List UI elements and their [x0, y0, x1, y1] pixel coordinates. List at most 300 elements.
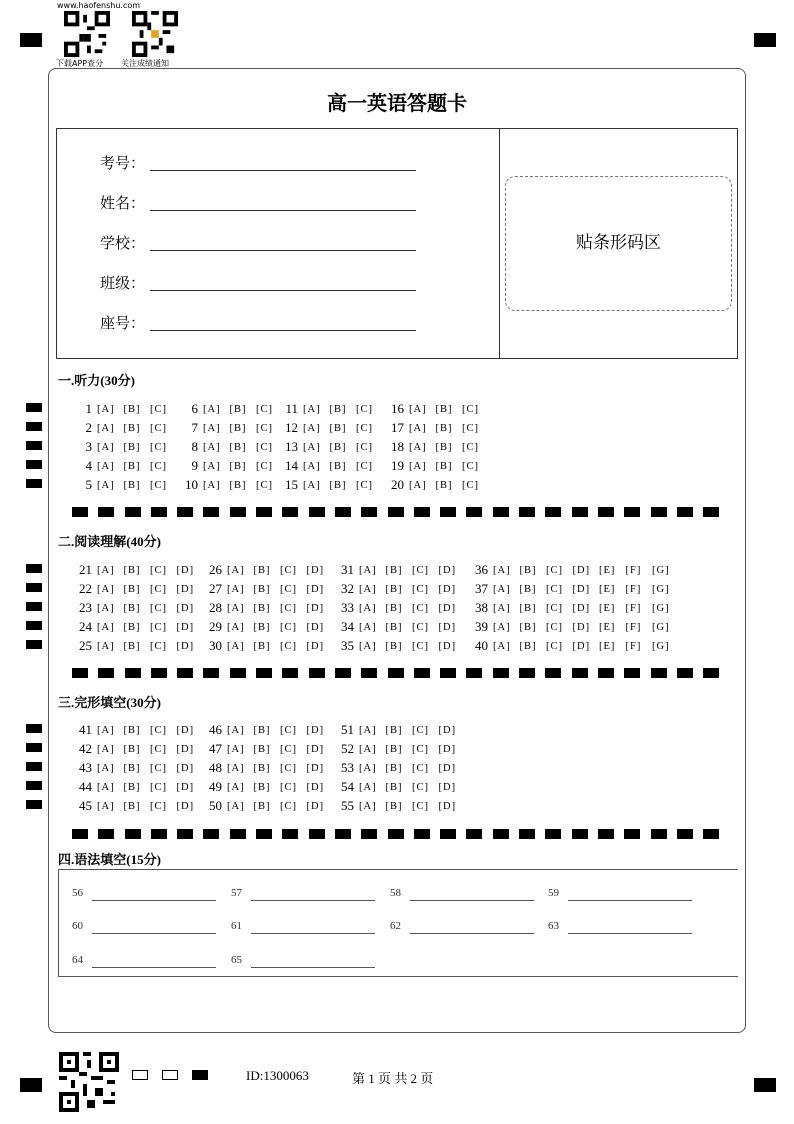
timing-mark — [26, 564, 42, 573]
separator-dash — [230, 829, 246, 839]
answer-bubble[interactable]: [D] — [438, 763, 457, 774]
answer-bubble[interactable]: [A] — [227, 565, 245, 576]
question-number: 38 — [475, 600, 488, 615]
answer-bubble[interactable]: [A] — [227, 782, 245, 793]
answer-bubble[interactable]: [B] — [229, 423, 247, 434]
answer-bubble[interactable]: [D] — [438, 782, 457, 793]
separator-dash — [624, 829, 640, 839]
answer-bubble[interactable]: [B] — [253, 763, 271, 774]
answer-bubble[interactable]: [A] — [493, 603, 511, 614]
separator-dash — [151, 507, 167, 517]
answer-bubble[interactable]: [A] — [227, 744, 245, 755]
answer-bubble[interactable]: [C] — [256, 442, 273, 453]
answer-bubble[interactable]: [B] — [123, 763, 141, 774]
answer-bubble[interactable]: [D] — [306, 801, 325, 812]
answer-bubble[interactable]: [A] — [97, 744, 115, 755]
question-row — [341, 779, 465, 794]
separator-dash — [466, 668, 482, 678]
answer-bubble[interactable]: [C] — [150, 404, 167, 415]
answer-bubble[interactable]: [A] — [227, 763, 245, 774]
separator-dash — [677, 668, 693, 678]
answer-bubble[interactable]: [D] — [572, 603, 591, 614]
answer-bubble[interactable]: [C] — [462, 461, 479, 472]
answer-bubble[interactable]: [C] — [546, 603, 563, 614]
answer-bubble[interactable]: [B] — [385, 565, 403, 576]
answer-bubble[interactable]: [B] — [123, 404, 141, 415]
blank-answer-line[interactable] — [92, 933, 216, 934]
answer-bubble[interactable]: [C] — [280, 584, 297, 595]
answer-bubble[interactable]: [B] — [253, 782, 271, 793]
separator-dash — [703, 507, 719, 517]
field-label: 姓名： — [100, 194, 146, 212]
question-number: 19 — [391, 458, 404, 473]
question-number: 29 — [209, 619, 222, 634]
answer-bubble[interactable]: [B] — [123, 744, 141, 755]
answer-bubble[interactable]: [B] — [123, 584, 141, 595]
qr-caption-download: 下载APP查分 — [56, 59, 104, 68]
separator-dash — [256, 668, 272, 678]
answer-bubble[interactable]: [A] — [303, 442, 321, 453]
answer-bubble[interactable]: [B] — [123, 801, 141, 812]
answer-bubble[interactable]: [C] — [356, 442, 373, 453]
answer-bubble[interactable]: [D] — [176, 565, 195, 576]
answer-bubble[interactable]: [A] — [97, 480, 115, 491]
answer-bubble[interactable]: [D] — [438, 622, 457, 633]
answer-bubble[interactable]: [B] — [385, 744, 403, 755]
question-row — [391, 401, 489, 416]
answer-bubble[interactable]: [A] — [227, 801, 245, 812]
question-number: 28 — [209, 600, 222, 615]
answer-bubble[interactable]: [A] — [359, 622, 377, 633]
answer-bubble[interactable]: [A] — [359, 584, 377, 595]
answer-bubble[interactable]: [B] — [385, 584, 403, 595]
answer-bubble[interactable]: [D] — [176, 763, 195, 774]
answer-bubble[interactable]: [A] — [203, 404, 221, 415]
timing-mark — [26, 800, 42, 809]
separator-dash — [177, 829, 193, 839]
answer-bubble[interactable]: [C] — [356, 404, 373, 415]
question-number: 51 — [341, 722, 354, 737]
question-number: 23 — [79, 600, 92, 615]
answer-bubble[interactable]: [C] — [280, 725, 297, 736]
answer-bubble[interactable]: [D] — [176, 584, 195, 595]
answer-bubble[interactable]: [B] — [253, 584, 271, 595]
answer-bubble[interactable]: [A] — [359, 641, 377, 652]
answer-bubble[interactable]: [D] — [438, 801, 457, 812]
registration-mark-bottom-left — [20, 1078, 42, 1092]
answer-bubble[interactable]: [D] — [306, 744, 325, 755]
answer-bubble[interactable]: [F] — [625, 622, 642, 633]
answer-bubble[interactable]: [A] — [203, 461, 221, 472]
answer-bubble[interactable]: [F] — [625, 584, 642, 595]
answer-bubble[interactable]: [C] — [150, 801, 167, 812]
answer-bubble[interactable]: [A] — [227, 725, 245, 736]
answer-bubble[interactable]: [C] — [150, 584, 167, 595]
answer-bubble[interactable]: [D] — [306, 565, 325, 576]
answer-bubble[interactable]: [A] — [97, 461, 115, 472]
answer-bubble[interactable]: [C] — [150, 423, 167, 434]
answer-bubble[interactable]: [C] — [256, 423, 273, 434]
question-number: 14 — [285, 458, 298, 473]
answer-bubble[interactable]: [C] — [280, 763, 297, 774]
answer-bubble[interactable]: [C] — [280, 744, 297, 755]
answer-bubble[interactable]: [C] — [256, 404, 273, 415]
answer-bubble[interactable]: [C] — [150, 622, 167, 633]
blank-answer-line[interactable] — [251, 900, 375, 901]
separator-dash — [203, 668, 219, 678]
answer-bubble[interactable]: [C] — [412, 584, 429, 595]
answer-bubble[interactable]: [D] — [306, 622, 325, 633]
answer-bubble[interactable]: [A] — [359, 763, 377, 774]
question-row — [475, 581, 679, 596]
answer-bubble[interactable]: [D] — [176, 744, 195, 755]
answer-bubble[interactable]: [B] — [329, 480, 347, 491]
answer-bubble[interactable]: [A] — [409, 423, 427, 434]
answer-bubble[interactable]: [B] — [253, 725, 271, 736]
answer-bubble[interactable]: [F] — [625, 603, 642, 614]
answer-bubble[interactable]: [B] — [385, 641, 403, 652]
question-number: 54 — [341, 779, 354, 794]
answer-bubble[interactable]: [D] — [176, 782, 195, 793]
question-number: 26 — [209, 562, 222, 577]
blank-number: 57 — [231, 887, 242, 899]
question-row — [79, 760, 203, 775]
answer-bubble[interactable]: [D] — [176, 725, 195, 736]
separator-dash — [545, 668, 561, 678]
question-row — [475, 619, 679, 634]
answer-bubble[interactable]: [C] — [546, 622, 563, 633]
timing-mark — [26, 422, 42, 431]
answer-bubble[interactable]: [A] — [303, 461, 321, 472]
answer-bubble[interactable]: [D] — [306, 584, 325, 595]
answer-bubble[interactable]: [A] — [493, 565, 511, 576]
question-row — [285, 458, 383, 473]
answer-bubble[interactable]: [B] — [385, 782, 403, 793]
answer-bubble[interactable]: [B] — [253, 641, 271, 652]
section-title: 三.完形填空(30分) — [58, 695, 161, 710]
answer-bubble[interactable]: [A] — [493, 622, 511, 633]
answer-bubble[interactable]: [A] — [359, 725, 377, 736]
question-row — [191, 458, 283, 473]
answer-bubble[interactable]: [A] — [97, 725, 115, 736]
answer-bubble[interactable]: [C] — [280, 565, 297, 576]
answer-bubble[interactable]: [D] — [306, 603, 325, 614]
answer-bubble[interactable]: [A] — [359, 782, 377, 793]
timing-mark — [26, 583, 42, 592]
answer-bubble[interactable]: [G] — [652, 584, 670, 595]
separator-dash — [230, 507, 246, 517]
answer-bubble[interactable]: [B] — [329, 404, 347, 415]
blank-answer-line[interactable] — [92, 967, 216, 968]
answer-bubble[interactable]: [A] — [303, 423, 321, 434]
separator-dash — [125, 829, 141, 839]
question-row — [209, 619, 333, 634]
answer-bubble[interactable]: [A] — [409, 480, 427, 491]
blank-answer-line[interactable] — [568, 900, 692, 901]
answer-bubble[interactable]: [A] — [227, 641, 245, 652]
question-number: 24 — [79, 619, 92, 634]
answer-bubble[interactable]: [C] — [280, 782, 297, 793]
answer-bubble[interactable]: [C] — [150, 480, 167, 491]
answer-bubble[interactable]: [A] — [359, 565, 377, 576]
answer-bubble[interactable]: [C] — [150, 461, 167, 472]
answer-bubble[interactable]: [A] — [97, 622, 115, 633]
answer-bubble[interactable]: [C] — [150, 603, 167, 614]
question-row — [285, 477, 383, 492]
answer-bubble[interactable]: [G] — [652, 565, 670, 576]
answer-bubble[interactable]: [F] — [625, 641, 642, 652]
separator-dash — [598, 507, 614, 517]
answer-bubble[interactable]: [D] — [306, 641, 325, 652]
answer-bubble[interactable]: [A] — [359, 801, 377, 812]
answer-bubble[interactable]: [C] — [150, 725, 167, 736]
answer-bubble[interactable]: [G] — [652, 622, 670, 633]
answer-bubble[interactable]: [D] — [176, 603, 195, 614]
answer-bubble[interactable]: [C] — [356, 423, 373, 434]
answer-bubble[interactable]: [B] — [385, 801, 403, 812]
answer-bubble[interactable]: [B] — [253, 744, 271, 755]
answer-bubble[interactable]: [A] — [359, 603, 377, 614]
answer-bubble[interactable]: [B] — [229, 480, 247, 491]
answer-bubble[interactable]: [A] — [97, 603, 115, 614]
answer-bubble[interactable]: [B] — [435, 423, 453, 434]
question-row — [391, 458, 489, 473]
answer-bubble[interactable]: [C] — [150, 442, 167, 453]
answer-bubble[interactable]: [D] — [306, 782, 325, 793]
answer-bubble[interactable]: [B] — [229, 442, 247, 453]
answer-bubble[interactable]: [D] — [572, 584, 591, 595]
answer-bubble[interactable]: [C] — [150, 763, 167, 774]
answer-bubble[interactable]: [A] — [303, 404, 321, 415]
answer-bubble[interactable]: [C] — [546, 584, 563, 595]
answer-bubble[interactable]: [B] — [519, 641, 537, 652]
answer-bubble[interactable]: [A] — [409, 442, 427, 453]
answer-bubble[interactable]: [C] — [256, 461, 273, 472]
question-row — [285, 401, 383, 416]
answer-bubble[interactable]: [D] — [176, 622, 195, 633]
field-input-line[interactable] — [150, 250, 416, 251]
answer-bubble[interactable]: [D] — [306, 763, 325, 774]
answer-bubble[interactable]: [C] — [412, 744, 429, 755]
answer-bubble[interactable]: [C] — [412, 782, 429, 793]
answer-bubble[interactable]: [C] — [150, 782, 167, 793]
answer-bubble[interactable]: [A] — [359, 744, 377, 755]
answer-bubble[interactable]: [C] — [412, 725, 429, 736]
answer-bubble[interactable]: [B] — [435, 480, 453, 491]
answer-bubble[interactable]: [D] — [176, 801, 195, 812]
answer-bubble[interactable]: [B] — [123, 782, 141, 793]
answer-bubble[interactable]: [B] — [253, 801, 271, 812]
answer-bubble[interactable]: [A] — [409, 404, 427, 415]
separator-dash — [203, 507, 219, 517]
answer-bubble[interactable]: [C] — [412, 565, 429, 576]
answer-bubble[interactable]: [C] — [280, 641, 297, 652]
answer-bubble[interactable]: [B] — [329, 423, 347, 434]
answer-bubble[interactable]: [C] — [412, 603, 429, 614]
app-download-qr-code — [63, 11, 111, 57]
registration-mark-top-right — [754, 33, 776, 47]
blank-answer-line[interactable] — [251, 933, 375, 934]
answer-bubble[interactable]: [C] — [462, 480, 479, 491]
answer-bubble[interactable]: [D] — [438, 725, 457, 736]
answer-bubble[interactable]: [C] — [412, 641, 429, 652]
answer-bubble[interactable]: [C] — [546, 641, 563, 652]
field-input-line[interactable] — [150, 210, 416, 211]
answer-bubble[interactable]: [C] — [546, 565, 563, 576]
blank-answer-line[interactable] — [251, 967, 375, 968]
answer-bubble[interactable]: [B] — [253, 622, 271, 633]
answer-bubble[interactable]: [B] — [385, 603, 403, 614]
answer-bubble[interactable]: [C] — [356, 480, 373, 491]
page-indicator-box — [132, 1070, 148, 1080]
field-input-line[interactable] — [150, 290, 416, 291]
answer-bubble[interactable]: [A] — [97, 565, 115, 576]
question-number: 40 — [475, 638, 488, 653]
answer-bubble[interactable]: [D] — [438, 565, 457, 576]
answer-bubble[interactable]: [B] — [123, 442, 141, 453]
answer-bubble[interactable]: [C] — [356, 461, 373, 472]
blank-number: 58 — [390, 887, 401, 899]
answer-bubble[interactable]: [C] — [150, 565, 167, 576]
answer-bubble[interactable]: [A] — [493, 584, 511, 595]
answer-bubble[interactable]: [C] — [150, 744, 167, 755]
question-row — [341, 638, 465, 653]
question-number: 45 — [79, 798, 92, 813]
answer-bubble[interactable]: [A] — [303, 480, 321, 491]
answer-bubble[interactable]: [C] — [256, 480, 273, 491]
answer-bubble[interactable]: [D] — [306, 725, 325, 736]
separator-dash — [151, 829, 167, 839]
answer-bubble[interactable]: [A] — [493, 641, 511, 652]
answer-bubble[interactable]: [B] — [253, 603, 271, 614]
answer-bubble[interactable]: [A] — [97, 782, 115, 793]
answer-bubble[interactable]: [B] — [385, 725, 403, 736]
answer-bubble[interactable]: [A] — [203, 442, 221, 453]
answer-bubble[interactable]: [D] — [176, 641, 195, 652]
answer-bubble[interactable]: [D] — [572, 565, 591, 576]
separator-dash — [98, 507, 114, 517]
answer-bubble[interactable]: [A] — [227, 603, 245, 614]
blank-answer-line[interactable] — [92, 900, 216, 901]
separator-dash — [388, 507, 404, 517]
answer-bubble[interactable]: [C] — [280, 801, 297, 812]
blank-answer-line[interactable] — [410, 900, 534, 901]
answer-bubble[interactable]: [C] — [150, 641, 167, 652]
site-url: www.haofenshu.com — [57, 1, 141, 10]
answer-bubble[interactable]: [B] — [435, 461, 453, 472]
question-number: 44 — [79, 779, 92, 794]
separator-dash — [624, 507, 640, 517]
answer-bubble[interactable]: [E] — [599, 622, 616, 633]
answer-bubble[interactable]: [B] — [435, 404, 453, 415]
answer-bubble[interactable]: [A] — [203, 423, 221, 434]
separator-dash — [72, 507, 88, 517]
answer-bubble[interactable]: [D] — [438, 603, 457, 614]
answer-bubble[interactable]: [C] — [280, 603, 297, 614]
answer-bubble[interactable]: [B] — [519, 584, 537, 595]
answer-bubble[interactable]: [B] — [123, 565, 141, 576]
answer-bubble[interactable]: [E] — [599, 603, 616, 614]
separator-dash — [703, 829, 719, 839]
answer-bubble[interactable]: [B] — [253, 565, 271, 576]
answer-bubble[interactable]: [A] — [227, 584, 245, 595]
field-input-line[interactable] — [150, 330, 416, 331]
answer-bubble[interactable]: [A] — [97, 801, 115, 812]
answer-bubble[interactable]: [B] — [329, 442, 347, 453]
answer-bubble[interactable]: [B] — [123, 641, 141, 652]
question-row — [341, 562, 465, 577]
answer-bubble[interactable]: [C] — [462, 442, 479, 453]
answer-bubble[interactable]: [D] — [438, 744, 457, 755]
answer-bubble[interactable]: [B] — [519, 622, 537, 633]
answer-bubble[interactable]: [C] — [462, 423, 479, 434]
answer-bubble[interactable]: [B] — [329, 461, 347, 472]
question-number: 22 — [79, 581, 92, 596]
answer-bubble[interactable]: [C] — [280, 622, 297, 633]
question-row — [341, 600, 465, 615]
answer-bubble[interactable]: [B] — [385, 763, 403, 774]
answer-bubble[interactable]: [B] — [123, 622, 141, 633]
answer-bubble[interactable]: [A] — [97, 442, 115, 453]
answer-bubble[interactable]: [C] — [462, 404, 479, 415]
answer-bubble[interactable]: [B] — [229, 461, 247, 472]
field-input-line[interactable] — [150, 170, 416, 171]
question-row — [85, 477, 177, 492]
answer-bubble[interactable]: [G] — [652, 641, 670, 652]
question-number: 42 — [79, 741, 92, 756]
answer-bubble[interactable]: [C] — [412, 801, 429, 812]
answer-bubble[interactable]: [G] — [652, 603, 670, 614]
answer-bubble[interactable]: [B] — [123, 423, 141, 434]
answer-bubble[interactable]: [F] — [625, 565, 642, 576]
answer-bubble[interactable]: [D] — [572, 641, 591, 652]
answer-bubble[interactable]: [C] — [412, 622, 429, 633]
answer-bubble[interactable]: [A] — [203, 480, 221, 491]
answer-bubble[interactable]: [B] — [435, 442, 453, 453]
blank-answer-line[interactable] — [568, 933, 692, 934]
answer-bubble[interactable]: [C] — [412, 763, 429, 774]
answer-bubble[interactable]: [B] — [229, 404, 247, 415]
follow-notification-qr-code — [131, 11, 179, 57]
answer-bubble[interactable]: [B] — [123, 725, 141, 736]
answer-bubble[interactable]: [A] — [97, 641, 115, 652]
blank-number: 60 — [72, 920, 83, 932]
answer-bubble[interactable]: [B] — [519, 603, 537, 614]
question-number: 36 — [475, 562, 488, 577]
answer-bubble[interactable]: [E] — [599, 584, 616, 595]
answer-bubble[interactable]: [A] — [409, 461, 427, 472]
answer-bubble[interactable]: [B] — [519, 565, 537, 576]
answer-bubble[interactable]: [D] — [438, 584, 457, 595]
answer-bubble[interactable]: [B] — [123, 461, 141, 472]
answer-bubble[interactable]: [A] — [97, 404, 115, 415]
answer-bubble[interactable]: [A] — [97, 763, 115, 774]
blank-answer-line[interactable] — [410, 933, 534, 934]
answer-bubble[interactable]: [B] — [385, 622, 403, 633]
answer-bubble[interactable]: [A] — [97, 423, 115, 434]
separator-dash — [256, 829, 272, 839]
separator-dash — [440, 829, 456, 839]
answer-bubble[interactable]: [D] — [572, 622, 591, 633]
answer-bubble[interactable]: [E] — [599, 565, 616, 576]
answer-bubble[interactable]: [B] — [123, 480, 141, 491]
question-row — [79, 562, 203, 577]
answer-bubble[interactable]: [E] — [599, 641, 616, 652]
answer-bubble[interactable]: [A] — [97, 584, 115, 595]
answer-bubble[interactable]: [A] — [227, 622, 245, 633]
answer-bubble[interactable]: [D] — [438, 641, 457, 652]
answer-bubble[interactable]: [B] — [123, 603, 141, 614]
